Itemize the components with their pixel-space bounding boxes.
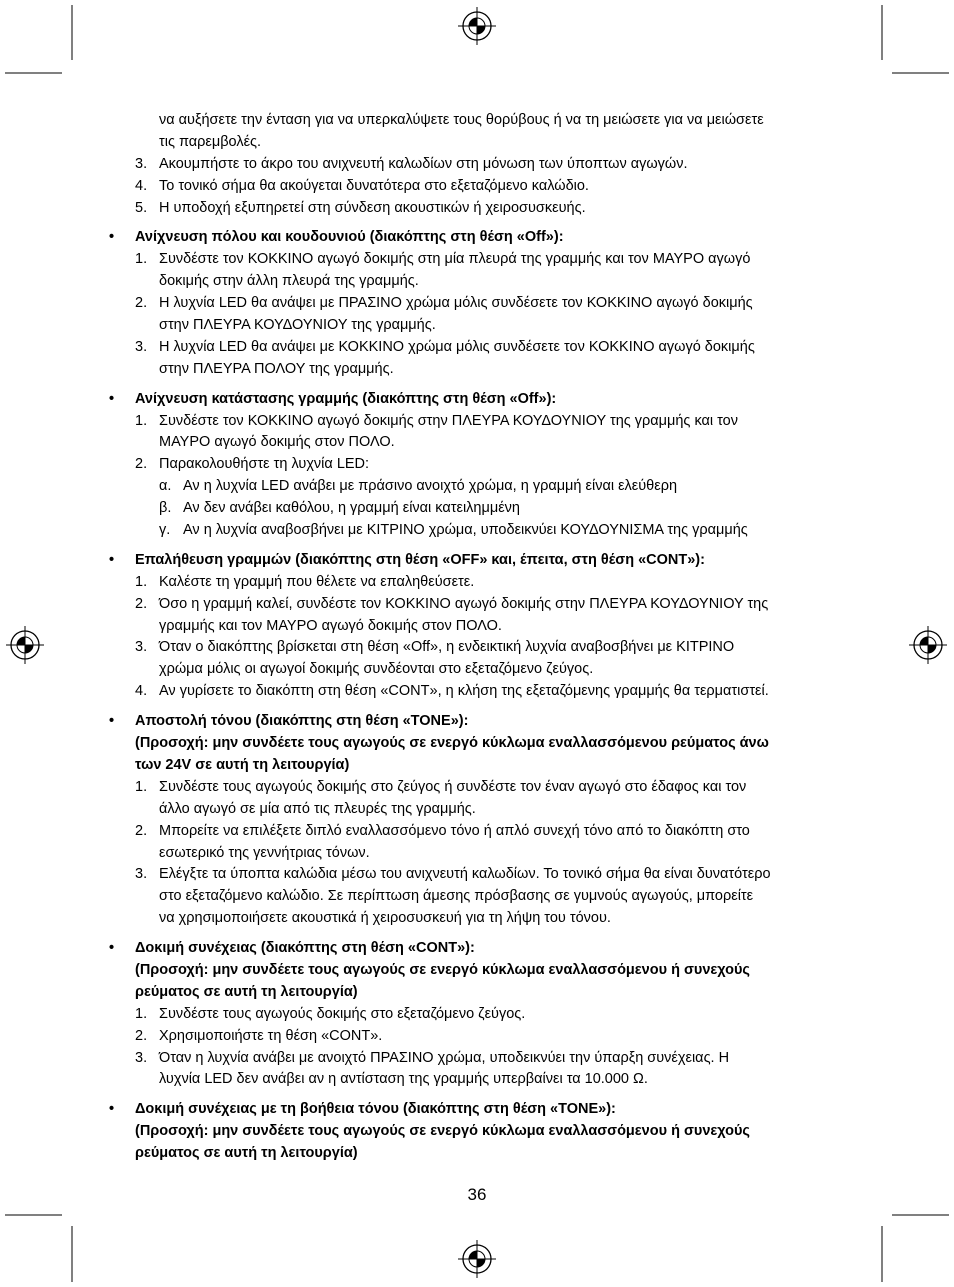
section-pole-ring-detection [0,227,954,380]
step-text: Όταν ο διακόπτης βρίσκεται στη θέση «Off», η ενδεικτική λυχνία αναβοσβήνει με ΚΙΤΡΙΝΟ [159,639,735,656]
step-text: Ελέγξτε τα ύποπτα καλώδια μέσω του ανιχνευτή καλωδίων. Το τονικό σήμα θα είναι δυνατότερο [159,866,771,883]
step-item [0,777,954,821]
step-number: 2. [135,456,148,473]
section-tone-sending [0,711,954,930]
step-item [0,176,954,198]
sub-item [0,520,954,542]
step-item [0,293,954,337]
step-line [0,337,954,359]
step-item [0,454,954,542]
step-item [0,681,954,703]
section-heading-text: Ανίχνευση κατάστασης γραμμής (διακόπτης στη θέση «Off»): [135,390,557,407]
step-item [0,411,954,455]
section-heading [0,711,954,733]
step-line [0,411,954,433]
step-line [0,1004,954,1026]
step-text: Όσο η γραμμή καλεί, συνδέστε τον ΚΟΚΚΙΝΟ αγωγό δοκιμής στην ΠΛΕΥΡΑ ΚΟΥΔΟΥΝΙΟΥ της [159,595,769,612]
step-line [0,594,954,616]
section-continuity-test [0,938,954,1091]
bullet: • [109,940,115,957]
bullet: • [109,229,115,246]
section-heading-text: Δοκιμή συνέχειας (διακόπτης στη θέση «CONT»): [135,940,475,957]
step-text: Η υποδοχή εξυπηρετεί στη σύνδεση ακουστικών ή χειροσυσκευής. [159,199,586,216]
sub-item-text: Αν δεν ανάβει καθόλου, η γραμμή είναι κατειλημμένη [183,500,520,517]
sub-item-text: Αν η λυχνία LED ανάβει με πράσινο ανοιχτό χρώμα, η γραμμή είναι ελεύθερη [183,478,678,495]
step-text: Η λυχνία LED θα ανάψει με ΠΡΑΣΙΝΟ χρώμα μόλις συνδέσετε τον ΚΟΚΚΙΝΟ αγωγό δοκιμής [159,295,753,312]
step-text: Συνδέστε τον ΚΟΚΚΙΝΟ αγωγό δοκιμής στη μία πλευρά της γραμμής και τον ΜΑΥΡΟ αγωγό [159,251,751,268]
step-text: Όταν η λυχνία ανάβει με ανοιχτό ΠΡΑΣΙΝΟ χρώμα, υποδεικνύει την ύπαρξη συνέχειας. Η [159,1049,730,1066]
step-number: 3. [135,866,148,883]
caution-line: (Προσοχή: μην συνδέετε τους αγωγούς σε ενεργό κύκλωμα εναλλασσόμενου ή συνεχούς [135,1123,750,1140]
step-number: 2. [135,295,148,312]
step-item [0,249,954,293]
step-text: Ακουμπήστε το άκρο του ανιχνευτή καλωδίων στη μόνωση των ύποπτων αγωγών. [159,155,688,172]
section-heading [0,550,954,572]
step-text-line: να χρησιμοποιήσετε ακουστικά ή χειροσυσκευή για τη λήψη του τόνου. [159,910,611,927]
step-number: 1. [135,778,148,795]
section-heading-text: Ανίχνευση πόλου και κουδουνιού (διακόπτης στη θέση «Off»): [135,229,564,246]
sub-item [0,498,954,520]
section-heading-text: Δοκιμή συνέχειας με τη βοήθεια τόνου (διακόπτης στη θέση «TONE»): [135,1101,616,1118]
step-text-line: δοκιμής στην άλλη πλευρά της γραμμής. [159,273,419,290]
step-number: 3. [135,155,148,172]
bullet: • [109,713,115,730]
step-text: Παρακολουθήστε τη λυχνία LED: [159,456,370,473]
step-item [0,154,954,176]
step-item [0,1026,954,1048]
step-line [0,454,954,476]
step-text-line: ΜΑΥΡΟ αγωγό δοκιμής στον ΠΟΛΟ. [159,434,395,451]
step-line [0,864,954,886]
section-heading-text: Αποστολή τόνου (διακόπτης στη θέση «TONE»): [135,713,469,730]
section-tone-continuity-test [0,1099,954,1165]
step-line [0,198,954,220]
registration-mark-top [457,6,497,46]
step-line [0,821,954,843]
step-text-line: άλλο αγωγό σε μία από τις πλευρές της γραμμής. [159,800,476,817]
section-heading [0,938,954,960]
caution-line: ρεύματος σε αυτή τη λειτουργία) [135,983,358,1000]
step-number: 2. [135,822,148,839]
step-text-line: χρώμα μόλις οι αγωγοί δοκιμής συνδέονται στο εξεταζόμενο ζεύγος. [159,661,594,678]
step-number: 3. [135,639,148,656]
step-number: 3. [135,1049,148,1066]
step-item [0,637,954,681]
step-item [0,1004,954,1026]
step-text-line: στο εξεταζόμενο καλώδιο. Σε περίπτωση άμεσης πρόσβασης σε γυμνούς αγωγούς, μπορείτε [159,888,754,905]
sub-item-text: Αν η λυχνία αναβοσβήνει με ΚΙΤΡΙΝΟ χρώμα, υποδεικνύει ΚΟΥΔΟΥΝΙΣΜΑ της γραμμής [183,522,748,539]
sub-item-letter: γ. [159,522,171,539]
step-item [0,572,954,594]
step-line [0,249,954,271]
step-number: 4. [135,177,148,194]
continued-text-line: να αυξήσετε την ένταση για να υπερκαλύψετε τους θορύβους ή να τη μειώσετε για να μειώσετε [159,112,764,128]
step-text: Χρησιμοποιήστε τη θέση «CONT». [159,1027,383,1044]
step-line [0,1026,954,1048]
step-item [0,337,954,381]
step-text: Το τονικό σήμα θα ακούγεται δυνατότερα στο εξεταζόμενο καλώδιο. [159,177,589,194]
step-text-line: στην ΠΛΕΥΡΑ ΠΟΛΟΥ της γραμμής. [159,360,394,377]
continued-text-line: τις παρεμβολές. [159,133,262,150]
step-line [0,681,954,703]
section-line-status-detection [0,389,954,542]
step-text: Αν γυρίσετε το διακόπτη στη θέση «CONT», η κλήση της εξεταζόμενης γραμμής θα τερματιστεί. [159,683,769,700]
step-line [0,293,954,315]
section-line-verification [0,550,954,703]
registration-mark-bottom [457,1239,497,1279]
step-number: 1. [135,573,148,590]
section-heading [0,1099,954,1121]
step-number: 5. [135,199,148,216]
page-content [0,110,954,1165]
step-item [0,198,954,220]
step-text: Μπορείτε να επιλέξετε διπλό εναλλασσόμενο τόνο ή απλό συνεχή τόνο από το διακόπτη στο [159,822,750,839]
step-number: 4. [135,683,148,700]
step-number: 1. [135,1005,148,1022]
step-text: Συνδέστε τους αγωγούς δοκιμής στο εξεταζόμενο ζεύγος. [159,1005,526,1022]
step-item [0,1048,954,1092]
step-number: 1. [135,412,148,429]
section-heading [0,389,954,411]
step-line [0,154,954,176]
step-item [0,821,954,865]
step-text-line: γραμμής και τον ΜΑΥΡΟ αγωγό δοκιμής στον ΠΟΛΟ. [159,617,502,634]
section-heading-text: Επαλήθευση γραμμών (διακόπτης στη θέση «OFF» και, έπειτα, στη θέση «CONT»): [135,551,705,568]
step-line [0,1048,954,1070]
step-text: Η λυχνία LED θα ανάψει με ΚΟΚΚΙΝΟ χρώμα μόλις συνδέσετε τον ΚΟΚΚΙΝΟ αγωγό δοκιμής [159,338,755,355]
caution-line: των 24V σε αυτή τη λειτουργία) [135,756,350,773]
page-number: 36 [467,1185,487,1204]
step-number: 3. [135,338,148,355]
step-line [0,637,954,659]
caution-line: ρεύματος σε αυτή τη λειτουργία) [135,1145,358,1162]
step-number: 1. [135,251,148,268]
step-item [0,864,954,930]
step-line [0,572,954,594]
step-text: Καλέστε τη γραμμή που θέλετε να επαληθεύσετε. [159,573,475,590]
step-number: 2. [135,595,148,612]
bullet: • [109,1101,115,1118]
bullet: • [109,551,115,568]
step-line [0,176,954,198]
caution-line: (Προσοχή: μην συνδέετε τους αγωγούς σε ενεργό κύκλωμα εναλλασσόμενου ρεύματος άνω [135,735,769,752]
caution-line: (Προσοχή: μην συνδέετε τους αγωγούς σε ενεργό κύκλωμα εναλλασσόμενου ή συνεχούς [135,961,750,978]
step-text-line: στην ΠΛΕΥΡΑ ΚΟΥΔΟΥΝΙΟΥ της γραμμής. [159,317,436,334]
step-text-line: λυχνία LED δεν ανάβει αν η αντίσταση της γραμμής υπερβαίνει τα 10.000 Ω. [159,1071,648,1088]
step-item [0,594,954,638]
continued-step-list [0,110,954,219]
step-number: 2. [135,1027,148,1044]
section-heading [0,227,954,249]
sub-item-letter: β. [159,500,172,517]
sub-item [0,476,954,498]
sub-item-letter: α. [159,478,172,495]
step-line [0,777,954,799]
step-text: Συνδέστε τους αγωγούς δοκιμής στο ζεύγος ή συνδέστε τον έναν αγωγό στο έδαφος και τον [159,778,747,795]
step-text-line: εσωτερικό της γεννήτριας τόνων. [159,844,370,861]
step-text: Συνδέστε τον ΚΟΚΚΙΝΟ αγωγό δοκιμής στην ΠΛΕΥΡΑ ΚΟΥΔΟΥΝΙΟΥ της γραμμής και τον [159,412,738,429]
bullet: • [109,390,115,407]
